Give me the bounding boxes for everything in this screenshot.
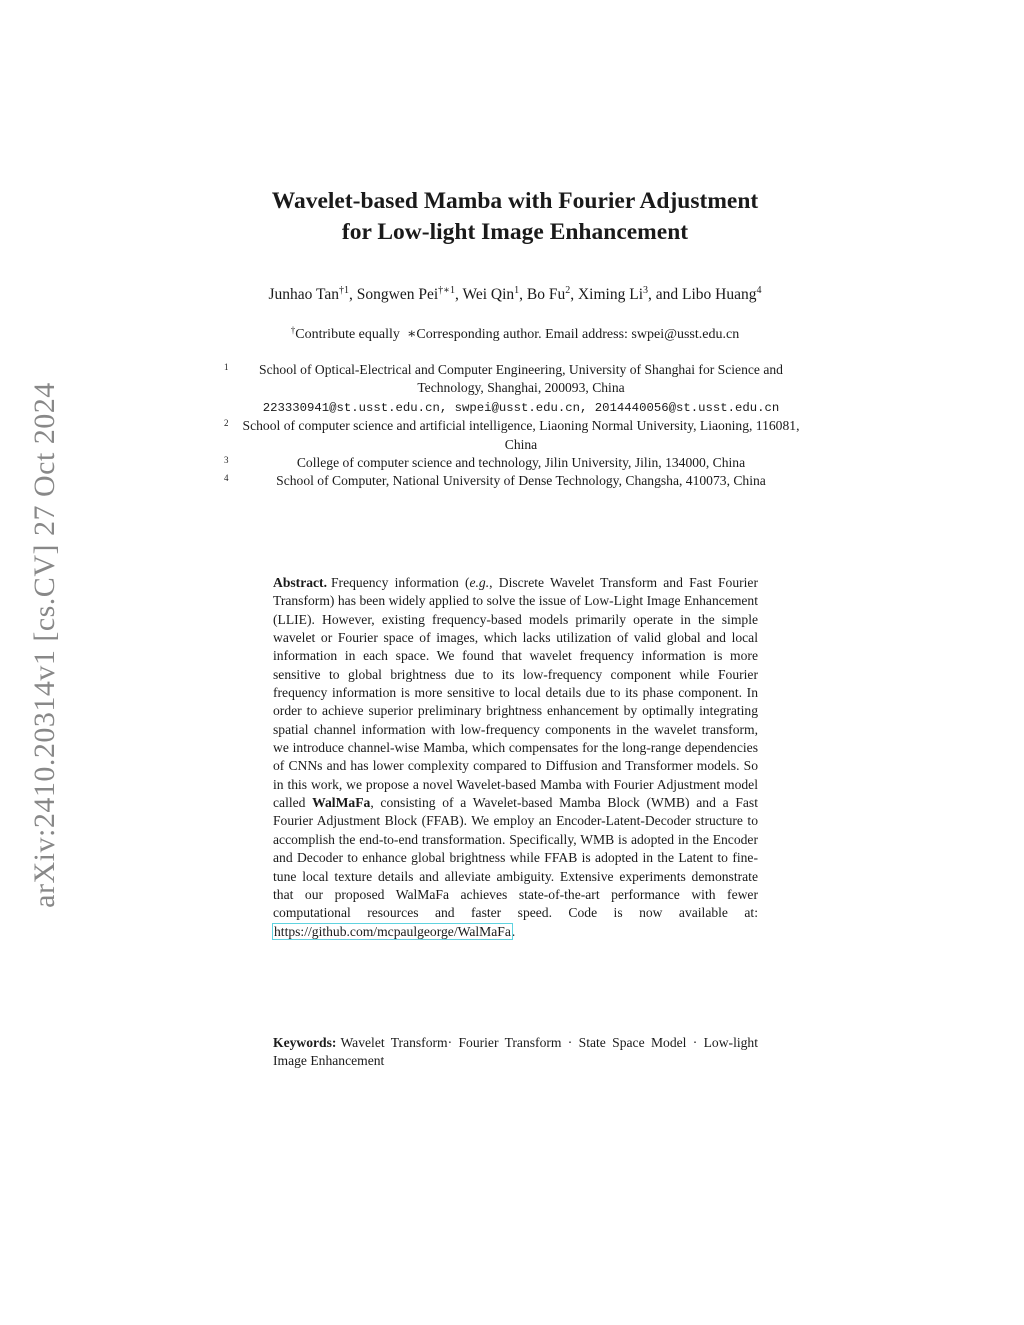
affiliation-text: School of computer science and artificial intelligence, Liaoning Normal University, Liaoning, 116081, China [242, 418, 800, 452]
affiliation-text: College of computer science and technology, Jilin University, Jilin, 134000, China [296, 455, 746, 471]
abstract-text-3: , consisting of a Wavelet-based Mamba Block (WMB) and a Fast Fourier Adjustment Block (FFAB). We employ an Encoder-Latent-Decoder structure to accomplish the end-to-end transformation. Specifically, WMB is adopted in the Encoder and Decoder to enhance global brightness while FFAB is adopted in the Latent to fine-tune local texture details and alleviate ambiguity. Extensive experiments demonstrate that our proposed WalMaFa achieves state-of-the-art performance with fewer computational resources and faster speed. Code is now available at: [273, 795, 758, 921]
affiliation-number: 1 [224, 362, 229, 372]
paper-title [200, 186, 830, 248]
author-separator: , [570, 286, 578, 303]
affiliation-text: School of Computer, National University of Dense Technology, Changsha, 410073, China [276, 473, 766, 489]
abstract-end: . [511, 923, 516, 939]
model-name: WalMaFa [312, 795, 371, 811]
abstract-text-2: , Discrete Wavelet Transform and Fast Fourier Transform) has been widely applied to solve the issue of Low-Light Image Enhancement (LLIE). However, existing frequency-based models primarily operate in the simple wavelet or Fourier space of images, which lacks utilization of valid global and local information in each space. We found that wavelet frequency information is more sensitive to global brightness due to its low-frequency component while Fourier frequency information is more sensitive to local details due to its phase component. In order to achieve superior preliminary brightness enhancement by optimally integrating spatial channel information with low-frequency components in the wavelet transform, we introduce channel-wise Mamba, which compensates for the long-range dependencies of CNNs and has lower complexity compared to Diffusion and Transformer models. So in this work, we propose a novel Wavelet-based Mamba with Fourier Adjustment model called [273, 575, 758, 811]
abstract-eg: e.g. [469, 575, 490, 590]
author-list [230, 285, 800, 304]
author-name: Libo Huang [682, 286, 757, 303]
author-separator: , and [648, 286, 683, 303]
title-line-1: Wavelet-based Mamba with Fourier Adjustment [271, 188, 759, 214]
equal-contribution-text: Contribute equally [295, 327, 400, 342]
author-mark: 4 [756, 285, 762, 296]
abstract-label: Abstract. [273, 575, 327, 590]
affiliation-text: School of Optical-Electrical and Computer Engineering, University of Shanghai for Science and Technology, Shanghai, 200093, China [259, 362, 783, 396]
dagger-mark: † [290, 325, 296, 335]
affiliation-number: 4 [224, 473, 229, 484]
affiliation-emails: 223330941@st.usst.edu.cn, swpei@usst.edu.cn, 2014440056@st.usst.edu.cn [262, 400, 780, 415]
arxiv-side-stamp: arXiv:2410.20314v1 [cs.CV] 27 Oct 2024 [28, 382, 61, 908]
affiliation-number: 3 [224, 455, 229, 466]
author-mark: 3 [643, 285, 648, 296]
author-name: Bo Fu [526, 286, 566, 303]
affiliation-number: 2 [224, 418, 229, 429]
corresponding-author-text: ∗Corresponding author. Email address: swpei@usst.edu.cn [406, 327, 740, 342]
author-separator: , [349, 286, 357, 303]
author-mark: †∗1 [438, 285, 455, 296]
affiliation-item [222, 454, 812, 472]
keywords-block [273, 1034, 758, 1071]
abstract-text-1: Frequency information ( [330, 575, 470, 590]
affiliation-list [222, 361, 812, 491]
author-mark: 1 [514, 285, 520, 296]
affiliation-item [222, 361, 812, 417]
author-mark: 2 [565, 285, 571, 296]
author-name: Wei Qin [462, 286, 515, 303]
author-name: Junhao Tan [268, 286, 340, 303]
author-separator: , [454, 286, 463, 303]
author-name: Ximing Li [577, 286, 643, 303]
code-link[interactable]: https://github.com/mcpaulgeorge/WalMaFa [274, 923, 511, 939]
author-separator: , [519, 286, 527, 303]
affiliation-item [222, 417, 812, 454]
affiliation-item [222, 472, 812, 490]
contribution-note [200, 326, 830, 344]
title-line-2: for Low-light Image Enhancement [341, 219, 689, 245]
keywords-text: Wavelet Transform· Fourier Transform · State Space Model · Low-light Image Enhancement [273, 1035, 758, 1069]
author-mark: †1 [339, 285, 350, 296]
abstract-block [273, 574, 758, 941]
author-name: Songwen Pei [356, 286, 439, 303]
keywords-label: Keywords: [273, 1035, 337, 1050]
